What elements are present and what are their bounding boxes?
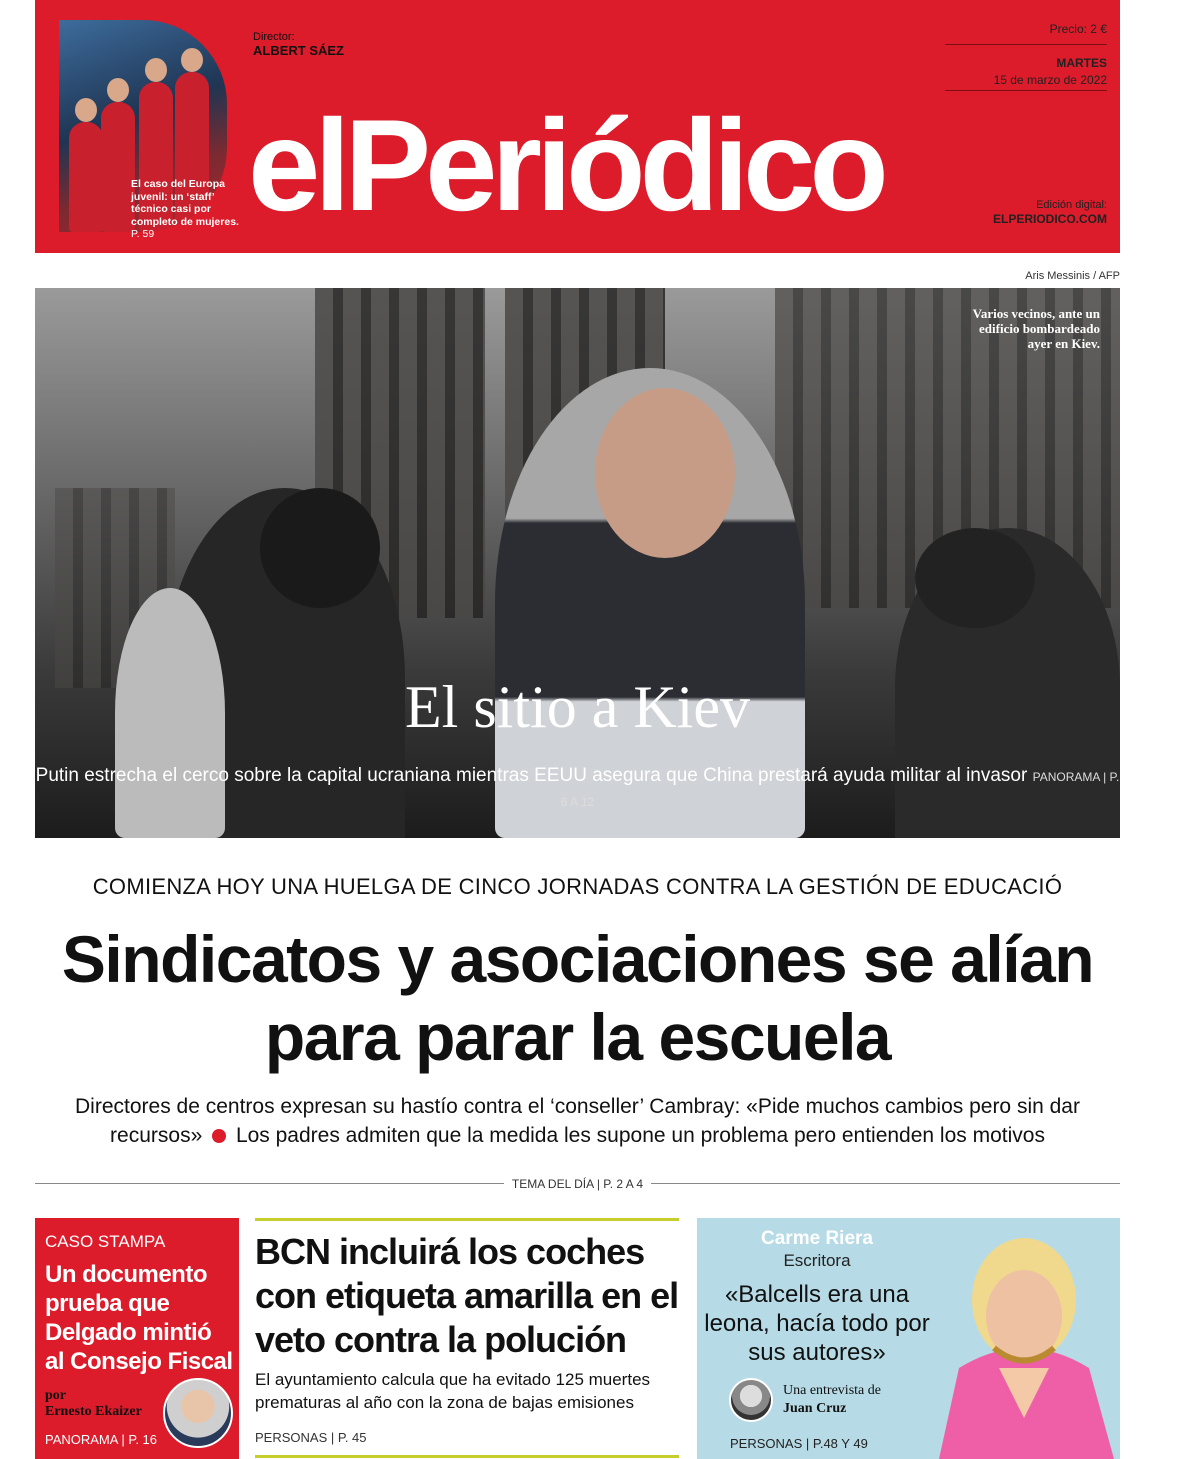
edition-date <box>994 55 1107 89</box>
interviewee-role: Escritora <box>783 1251 851 1270</box>
lime-rule-top <box>255 1218 679 1221</box>
digital-edition <box>993 198 1107 226</box>
author-avatar <box>163 1378 233 1448</box>
lead-section-tag[interactable]: PANORAMA | P. 6 A 12 <box>560 770 1120 809</box>
masthead-divider <box>945 44 1107 45</box>
interview-byline: Una entrevista de Juan Cruz <box>783 1383 881 1416</box>
interviewee-portrait <box>929 1218 1120 1459</box>
price-label: Precio: 2 € <box>1049 22 1107 36</box>
interviewee-name: Carme Riera <box>761 1228 873 1249</box>
main-dek: Directores de centros expresan su hastío contra el ‘conseller’ Cambray: «Pide muchos cambios pero sin dar recursos» Los padres admiten que la medida les supone un problema pero entienden los motivos <box>75 1095 1080 1147</box>
left-section-tag[interactable]: PANORAMA | P. 16 <box>45 1432 157 1447</box>
center-headline[interactable]: BCN incluirá los coches con etiqueta amarilla en el veto contra la polución <box>255 1231 679 1360</box>
left-teaser-box[interactable] <box>35 1218 239 1459</box>
lead-title[interactable]: El sitio a Kiev <box>405 674 750 740</box>
director-credit <box>253 30 344 58</box>
lead-subtitle: Putin estrecha el cerco sobre la capital ucraniana mientras EEUU asegura que China prestará ayuda militar al invasor PANORAMA | P. 6 A 12 <box>35 765 1120 809</box>
interviewer-avatar <box>729 1378 773 1422</box>
director-name: ALBERT SÁEZ <box>253 43 344 58</box>
photo-caption: Varios vecinos, ante un edificio bombardeado ayer en Kiev. <box>972 306 1100 351</box>
left-title[interactable]: Un documento prueba que Delgado mintió al Consejo Fiscal <box>45 1261 233 1375</box>
center-section-tag[interactable]: PERSONAS | P. 45 <box>255 1430 367 1445</box>
center-dek: El ayuntamiento calcula que ha evitado 125 muertes prematuras al año con la zona de bajas emisiones <box>255 1370 651 1412</box>
lead-photo[interactable] <box>35 288 1120 838</box>
date: 15 de marzo de 2022 <box>993 73 1107 87</box>
main-section-tag: TEMA DEL DÍA | P. 2 A 4 <box>0 1175 1155 1193</box>
left-byline: por Ernesto Ekaizer <box>45 1388 142 1419</box>
photo-credit: Aris Messinis / AFP <box>1025 270 1120 282</box>
lime-rule-bottom <box>255 1455 679 1458</box>
masthead-divider <box>945 90 1107 91</box>
interview-box[interactable] <box>697 1218 1120 1459</box>
weekday: MARTES <box>1056 56 1107 70</box>
director-label: Director: <box>253 31 295 43</box>
bullet-dot-icon <box>212 1129 226 1143</box>
digital-label: Edición digital: <box>1036 199 1107 211</box>
right-section-tag[interactable]: PERSONAS | P.48 Y 49 <box>730 1436 868 1451</box>
interview-quote[interactable]: «Balcells era una leona, hacía todo por sus autores» <box>704 1281 930 1366</box>
left-kicker: CASO STAMPA <box>45 1232 166 1251</box>
digital-url-link[interactable]: ELPERIODICO.COM <box>992 212 1107 226</box>
main-headline[interactable]: Sindicatos y asociaciones se alían para parar la escuela <box>61 922 1094 1074</box>
teaser-caption[interactable]: El caso del Europa juvenil: un ‘staff’ técnico casi por completo de mujeres. P. 59 <box>131 178 239 240</box>
newspaper-logo[interactable]: elPeriódico <box>248 92 883 238</box>
main-kicker: COMIENZA HOY UNA HUELGA DE CINCO JORNADAS CONTRA LA GESTIÓN DE EDUCACIÓ <box>92 874 1063 899</box>
